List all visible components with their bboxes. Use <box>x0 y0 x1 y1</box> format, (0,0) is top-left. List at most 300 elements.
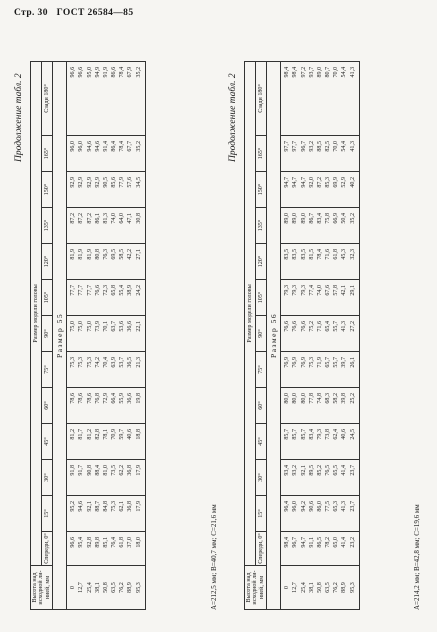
table-cell: 25,2 <box>349 393 356 404</box>
table-cell: 81,2 <box>86 429 93 440</box>
table-cell: 55,7 <box>333 357 340 368</box>
table-cell: 41,4 <box>341 465 348 476</box>
table-cell: 91,9 <box>102 66 109 78</box>
table-cell: 72,9 <box>102 393 109 404</box>
value-column <box>67 244 146 280</box>
value-column <box>281 532 360 566</box>
angle-header: 165° <box>42 136 53 172</box>
table-cell: 94,7 <box>292 177 299 188</box>
table-cell: 92,9 <box>70 177 77 188</box>
table-cell: 87,2 <box>78 213 85 224</box>
table-cell: 88,5 <box>316 141 323 152</box>
table-cell: 92,1 <box>300 465 307 476</box>
table-cell: 98,4 <box>292 66 299 78</box>
table-cell: 54,4 <box>341 66 348 78</box>
table-cell: 53,6 <box>119 321 126 332</box>
angle-header: 105° <box>42 280 53 316</box>
angle-header: 45° <box>256 424 267 460</box>
angle-header: 120° <box>256 244 267 280</box>
table-cell: 70,1 <box>102 321 109 332</box>
angle-header: 60° <box>42 388 53 424</box>
table-cell: 37,0 <box>127 537 134 548</box>
table-title-2: Продолжение табл. 2 <box>228 73 238 162</box>
height-value: 25,4 <box>300 582 307 593</box>
height-value: 95,3 <box>349 582 356 593</box>
table-cell: 41,3 <box>341 501 348 512</box>
height-value: 50,8 <box>102 582 109 593</box>
table-cell: 80,0 <box>300 393 307 404</box>
table-cell: 69,9 <box>333 177 340 188</box>
table-cell: 80,7 <box>325 66 332 78</box>
table-cell: 23,7 <box>349 501 356 512</box>
table-cell: 75,3 <box>78 357 85 368</box>
table-cell: 65,8 <box>111 285 118 296</box>
table-cell: 80,0 <box>284 393 291 404</box>
table-cell: 77,9 <box>119 177 126 188</box>
height-values-column <box>67 566 146 610</box>
table-cell: 98,4 <box>284 66 291 78</box>
table-cell: 86,5 <box>316 537 323 548</box>
height-value: 25,4 <box>86 582 93 593</box>
table-cell: 41,3 <box>341 321 348 332</box>
table-cell: 91,4 <box>102 141 109 152</box>
table-cell: 68,3 <box>325 393 332 404</box>
table-cell: 67,9 <box>127 66 134 78</box>
table-cell: 89,0 <box>292 213 299 224</box>
angle-header: 15° <box>256 496 267 532</box>
table-cell: 78,6 <box>70 393 77 404</box>
value-column <box>67 532 146 566</box>
table-cell: 76,6 <box>284 321 291 332</box>
table-cell: 26,1 <box>349 357 356 368</box>
table-cell: 85,1 <box>102 537 109 548</box>
table-cell: 81,2 <box>70 429 77 440</box>
table-cell: 82,5 <box>325 141 332 152</box>
table-cell: 65,4 <box>325 321 332 332</box>
table-cell: 67,6 <box>325 285 332 296</box>
value-column <box>281 136 360 172</box>
table-cell: 86,1 <box>94 213 101 224</box>
table-cell: 70,9 <box>111 429 118 440</box>
table-cell: 55,7 <box>333 321 340 332</box>
table-cell: 80,0 <box>292 393 299 404</box>
rotated-content <box>8 20 428 610</box>
table-cell: 67,7 <box>127 141 134 152</box>
table-cell: 75,3 <box>86 357 93 368</box>
model-size-group-header: Размер модели головы <box>31 61 42 565</box>
table-cell: 85,6 <box>111 177 118 188</box>
angle-header: 15° <box>42 496 53 532</box>
table-cell: 32,3 <box>349 249 356 260</box>
table-cell: 94,6 <box>94 141 101 152</box>
table-cell: 89,0 <box>316 66 323 78</box>
table-cell: 73,8 <box>325 429 332 440</box>
front-angle-header: Спереди, 0° <box>256 532 267 566</box>
table-cell: 78,4 <box>119 141 126 152</box>
table-cell: 50,4 <box>341 213 348 224</box>
value-column <box>67 172 146 208</box>
table-cell: 54,4 <box>341 141 348 152</box>
height-value: 88,9 <box>341 582 348 593</box>
table-cell: 76,6 <box>94 285 101 296</box>
table-cell: 89,0 <box>300 213 307 224</box>
table-cell: 41,3 <box>349 141 356 152</box>
table-cell: 76,5 <box>325 465 332 476</box>
table-cell: 87,2 <box>316 177 323 188</box>
angle-header: 75° <box>256 352 267 388</box>
table-cell: 45,3 <box>341 249 348 260</box>
standard-code: ГОСТ 26584—85 <box>56 8 134 18</box>
table-cell: 79,3 <box>284 285 291 296</box>
value-column <box>281 172 360 208</box>
table-cell: 95,0 <box>86 66 93 78</box>
table-cell: 39,7 <box>341 357 348 368</box>
table-cell: 63,9 <box>111 357 118 368</box>
table-cell: 83,5 <box>300 249 307 260</box>
height-column-header: Высота над исходной ли-нией, мм <box>31 566 53 610</box>
table-cell: 96,7 <box>300 141 307 152</box>
table-cell: 34,5 <box>135 177 142 188</box>
table-cell: 90,8 <box>86 465 93 476</box>
table-cell: 81,5 <box>308 249 315 260</box>
table-cell: 77,7 <box>70 285 77 296</box>
table-cell: 88,7 <box>94 501 101 512</box>
table-cell: 83,5 <box>284 249 291 260</box>
table-cell: 81,9 <box>86 249 93 260</box>
table-cell: 77,8 <box>308 393 315 404</box>
angle-header: 60° <box>256 388 267 424</box>
table-cell: 62,2 <box>119 465 126 476</box>
angle-header: 30° <box>256 460 267 496</box>
table-cell: 89,5 <box>308 465 315 476</box>
height-value: 38,1 <box>94 582 101 593</box>
table-cell: 81,3 <box>102 213 109 224</box>
table-cell: 66,4 <box>111 393 118 404</box>
height-value: 76,2 <box>333 582 340 593</box>
angle-header: 120° <box>42 244 53 280</box>
back-angle-header: Сзади 180° <box>256 61 267 135</box>
angle-header: 30° <box>42 460 53 496</box>
table-cell: 96,0 <box>78 141 85 152</box>
value-column <box>281 496 360 532</box>
value-column <box>281 424 360 460</box>
table-cell: 79,3 <box>292 285 299 296</box>
table-cell: 36,8 <box>127 501 134 512</box>
value-column <box>281 352 360 388</box>
table-cell: 89,0 <box>284 213 291 224</box>
table-cell: 75,3 <box>70 357 77 368</box>
table-cell: 97,2 <box>300 66 307 78</box>
table-cell: 95,2 <box>70 501 77 512</box>
table-cell: 78,1 <box>102 429 109 440</box>
height-value: 76,2 <box>119 582 126 593</box>
table-cell: 98,4 <box>284 537 291 548</box>
table-cell: 77,5 <box>325 501 332 512</box>
angle-header: 135° <box>256 208 267 244</box>
table-cell: 92,0 <box>308 177 315 188</box>
table-cell: 74,0 <box>316 285 323 296</box>
page-header <box>14 8 139 18</box>
angle-header: 150° <box>256 172 267 208</box>
table-cell: 95,4 <box>78 537 85 548</box>
table-cell: 83,4 <box>308 429 315 440</box>
value-column <box>67 316 146 352</box>
table-cell: 71,6 <box>316 321 323 332</box>
table-cell: 79,3 <box>300 285 307 296</box>
dimensions-note-56: A=214,2 мм; B=42,8 мм; C=19,6 мм <box>413 504 421 610</box>
table-cell: 35,2 <box>135 66 142 78</box>
table-cell: 84,8 <box>102 501 109 512</box>
table-cell: 75,0 <box>70 321 77 332</box>
value-column <box>67 460 146 496</box>
table-cell: 27,2 <box>349 321 356 332</box>
table-cell: 57,8 <box>333 285 340 296</box>
table-cell: 86,0 <box>316 501 323 512</box>
height-value: 0 <box>70 585 77 590</box>
table-cell: 55,4 <box>119 285 126 296</box>
table-cell: 76,3 <box>102 249 109 260</box>
value-column <box>67 280 146 316</box>
table-cell: 94,2 <box>300 501 307 512</box>
table-cell: 96,6 <box>70 66 77 78</box>
table-cell: 78,4 <box>119 66 126 78</box>
table-cell: 75,3 <box>308 357 315 368</box>
table-cell: 76,6 <box>292 321 299 332</box>
table-size-55 <box>30 62 146 610</box>
table-cell: 96,6 <box>70 537 77 548</box>
height-value: 63,5 <box>325 582 332 593</box>
table-cell: 92,8 <box>86 537 93 548</box>
table-cell: 76,9 <box>300 357 307 368</box>
table-cell: 94,9 <box>94 66 101 78</box>
table-cell: 96,0 <box>292 501 299 512</box>
height-value: 12,7 <box>292 582 299 593</box>
value-column <box>67 388 146 424</box>
table-cell: 87,2 <box>86 213 93 224</box>
table-cell: 97,7 <box>284 141 291 152</box>
table-cell: 79,3 <box>316 429 323 440</box>
table-cell: 59,7 <box>119 429 126 440</box>
height-value: 88,9 <box>127 582 134 593</box>
table-cell: 92,9 <box>78 177 85 188</box>
table-cell: 40,2 <box>349 177 356 188</box>
table-cell: 47,1 <box>127 213 134 224</box>
table-cell: 76,4 <box>111 537 118 548</box>
table-cell: 58,2 <box>333 393 340 404</box>
table-cell: 96,0 <box>70 141 77 152</box>
value-column <box>281 61 360 135</box>
table-cell: 94,7 <box>284 177 291 188</box>
table-cell: 83,4 <box>316 213 323 224</box>
size-label: Размер 55 <box>53 61 67 609</box>
table-cell: 42,2 <box>127 249 134 260</box>
table-cell: 87,2 <box>70 213 77 224</box>
table-cell: 24,5 <box>349 429 356 440</box>
table-title-1: Продолжение табл. 2 <box>14 73 24 162</box>
table-cell: 76,8 <box>94 393 101 404</box>
page-number: Стр. 30 <box>14 8 48 18</box>
table-cell: 94,6 <box>86 141 93 152</box>
table-cell: 96,6 <box>78 66 85 78</box>
table-cell: 91,8 <box>70 465 77 476</box>
table-cell: 81,9 <box>78 249 85 260</box>
data-table <box>244 61 360 610</box>
value-column <box>281 244 360 280</box>
height-value: 12,7 <box>78 582 85 593</box>
table-cell: 18,0 <box>135 537 142 548</box>
table-cell: 36,8 <box>127 465 134 476</box>
table-cell: 36,5 <box>127 357 134 368</box>
table-cell: 65,3 <box>333 501 340 512</box>
table-cell: 85,7 <box>300 429 307 440</box>
table-cell: 70,0 <box>333 141 340 152</box>
table-cell: 74,2 <box>94 357 101 368</box>
table-cell: 73,9 <box>94 321 101 332</box>
table-cell: 36,6 <box>127 393 134 404</box>
table-cell: 85,2 <box>316 465 323 476</box>
model-size-group-header: Размер модели головы <box>245 61 256 565</box>
table-cell: 76,6 <box>300 321 307 332</box>
table-cell: 36,6 <box>127 321 134 332</box>
table-cell: 74,0 <box>111 213 118 224</box>
table-cell: 52,9 <box>341 177 348 188</box>
table-cell: 86,6 <box>111 66 118 78</box>
table-cell: 96,4 <box>284 501 291 512</box>
table-cell: 42,1 <box>341 285 348 296</box>
table-cell: 24,2 <box>135 285 142 296</box>
table-cell: 78,2 <box>325 537 332 548</box>
table-cell: 75,0 <box>86 321 93 332</box>
table-cell: 38,9 <box>127 285 134 296</box>
table-cell: 94,7 <box>300 177 307 188</box>
table-cell: 94,6 <box>78 501 85 512</box>
dimensions-note-55: A=212,5 мм; B=40,7 мм; C=21,6 мм <box>210 504 218 610</box>
table-cell: 85,3 <box>325 177 332 188</box>
table-cell: 61,8 <box>333 249 340 260</box>
table-cell: 55,9 <box>119 393 126 404</box>
table-cell: 75,8 <box>325 213 332 224</box>
table-cell: 73,5 <box>111 465 118 476</box>
table-cell: 77,7 <box>86 285 93 296</box>
angle-header: 75° <box>42 352 53 388</box>
table-cell: 93,4 <box>284 465 291 476</box>
table-cell: 69,5 <box>111 249 118 260</box>
angle-header: 105° <box>256 280 267 316</box>
table-cell: 71,9 <box>316 357 323 368</box>
table-cell: 19,8 <box>135 393 142 404</box>
table-cell: 81,7 <box>78 429 85 440</box>
table-cell: 91,7 <box>78 465 85 476</box>
table-cell: 77,4 <box>308 285 315 296</box>
table-cell: 80,8 <box>94 249 101 260</box>
height-value: 0 <box>284 585 291 590</box>
value-column <box>281 208 360 244</box>
table-cell: 41,3 <box>349 66 356 78</box>
value-column <box>67 424 146 460</box>
height-column-header: Высота над исходной ли-нией, мм <box>245 566 267 610</box>
table-cell: 21,3 <box>135 357 142 368</box>
table-cell: 17,9 <box>135 465 142 476</box>
table-cell: 92,9 <box>86 177 93 188</box>
table-cell: 78,4 <box>316 249 323 260</box>
table-cell: 91,1 <box>308 537 315 548</box>
table-cell: 86,7 <box>308 213 315 224</box>
angle-header: 150° <box>42 172 53 208</box>
table-cell: 90,5 <box>102 177 109 188</box>
back-angle-header: Сзади 180° <box>42 61 53 135</box>
table-cell: 83,5 <box>292 249 299 260</box>
table-cell: 18,8 <box>135 429 142 440</box>
table-cell: 30,8 <box>135 213 142 224</box>
table-cell: 78,6 <box>86 393 93 404</box>
height-value: 38,1 <box>308 582 315 593</box>
table-cell: 23,2 <box>349 537 356 548</box>
table-cell: 61,8 <box>119 537 126 548</box>
table-cell: 17,9 <box>135 501 142 512</box>
table-cell: 85,7 <box>284 429 291 440</box>
value-column <box>281 460 360 496</box>
value-column <box>67 136 146 172</box>
height-values-column <box>281 566 360 610</box>
table-cell: 29,1 <box>349 285 356 296</box>
angle-header: 165° <box>256 136 267 172</box>
height-value: 95,3 <box>135 582 142 593</box>
table-cell: 96,7 <box>292 537 299 548</box>
size-label: Размер 56 <box>267 61 281 609</box>
table-cell: 90,6 <box>308 501 315 512</box>
value-column <box>281 316 360 352</box>
table-cell: 41,4 <box>341 537 348 548</box>
table-cell: 35,2 <box>349 213 356 224</box>
angle-header: 45° <box>42 424 53 460</box>
table-cell: 57,6 <box>127 177 134 188</box>
table-cell: 78,6 <box>78 393 85 404</box>
table-cell: 66,9 <box>333 213 340 224</box>
table-cell: 23,7 <box>349 465 356 476</box>
table-cell: 65,0 <box>333 537 340 548</box>
height-value: 50,8 <box>316 582 323 593</box>
table-cell: 82,8 <box>94 429 101 440</box>
table-cell: 75,3 <box>111 501 118 512</box>
table-cell: 81,9 <box>70 249 77 260</box>
table-cell: 72,3 <box>102 285 109 296</box>
table-cell: 76,9 <box>292 357 299 368</box>
table-cell: 88,4 <box>94 465 101 476</box>
table-cell: 92,9 <box>94 177 101 188</box>
table-cell: 75,0 <box>78 321 85 332</box>
table-cell: 76,9 <box>284 357 291 368</box>
height-value: 63,5 <box>111 582 118 593</box>
data-table <box>30 61 146 610</box>
table-cell: 65,5 <box>333 465 340 476</box>
table-cell: 93,2 <box>292 465 299 476</box>
table-cell: 74,8 <box>316 393 323 404</box>
table-cell: 64,0 <box>119 213 126 224</box>
table-cell: 70,4 <box>102 357 109 368</box>
table-cell: 39,8 <box>341 393 348 404</box>
value-column <box>67 352 146 388</box>
front-angle-header: Спереди, 0° <box>42 532 53 566</box>
table-cell: 77,7 <box>78 285 85 296</box>
table-cell: 75,2 <box>308 321 315 332</box>
value-column <box>281 388 360 424</box>
table-cell: 93,7 <box>308 66 315 78</box>
table-cell: 58,5 <box>119 249 126 260</box>
table-cell: 22,1 <box>135 321 142 332</box>
table-cell: 35,2 <box>135 141 142 152</box>
table-cell: 62,4 <box>333 429 340 440</box>
table-cell: 27,1 <box>135 249 142 260</box>
